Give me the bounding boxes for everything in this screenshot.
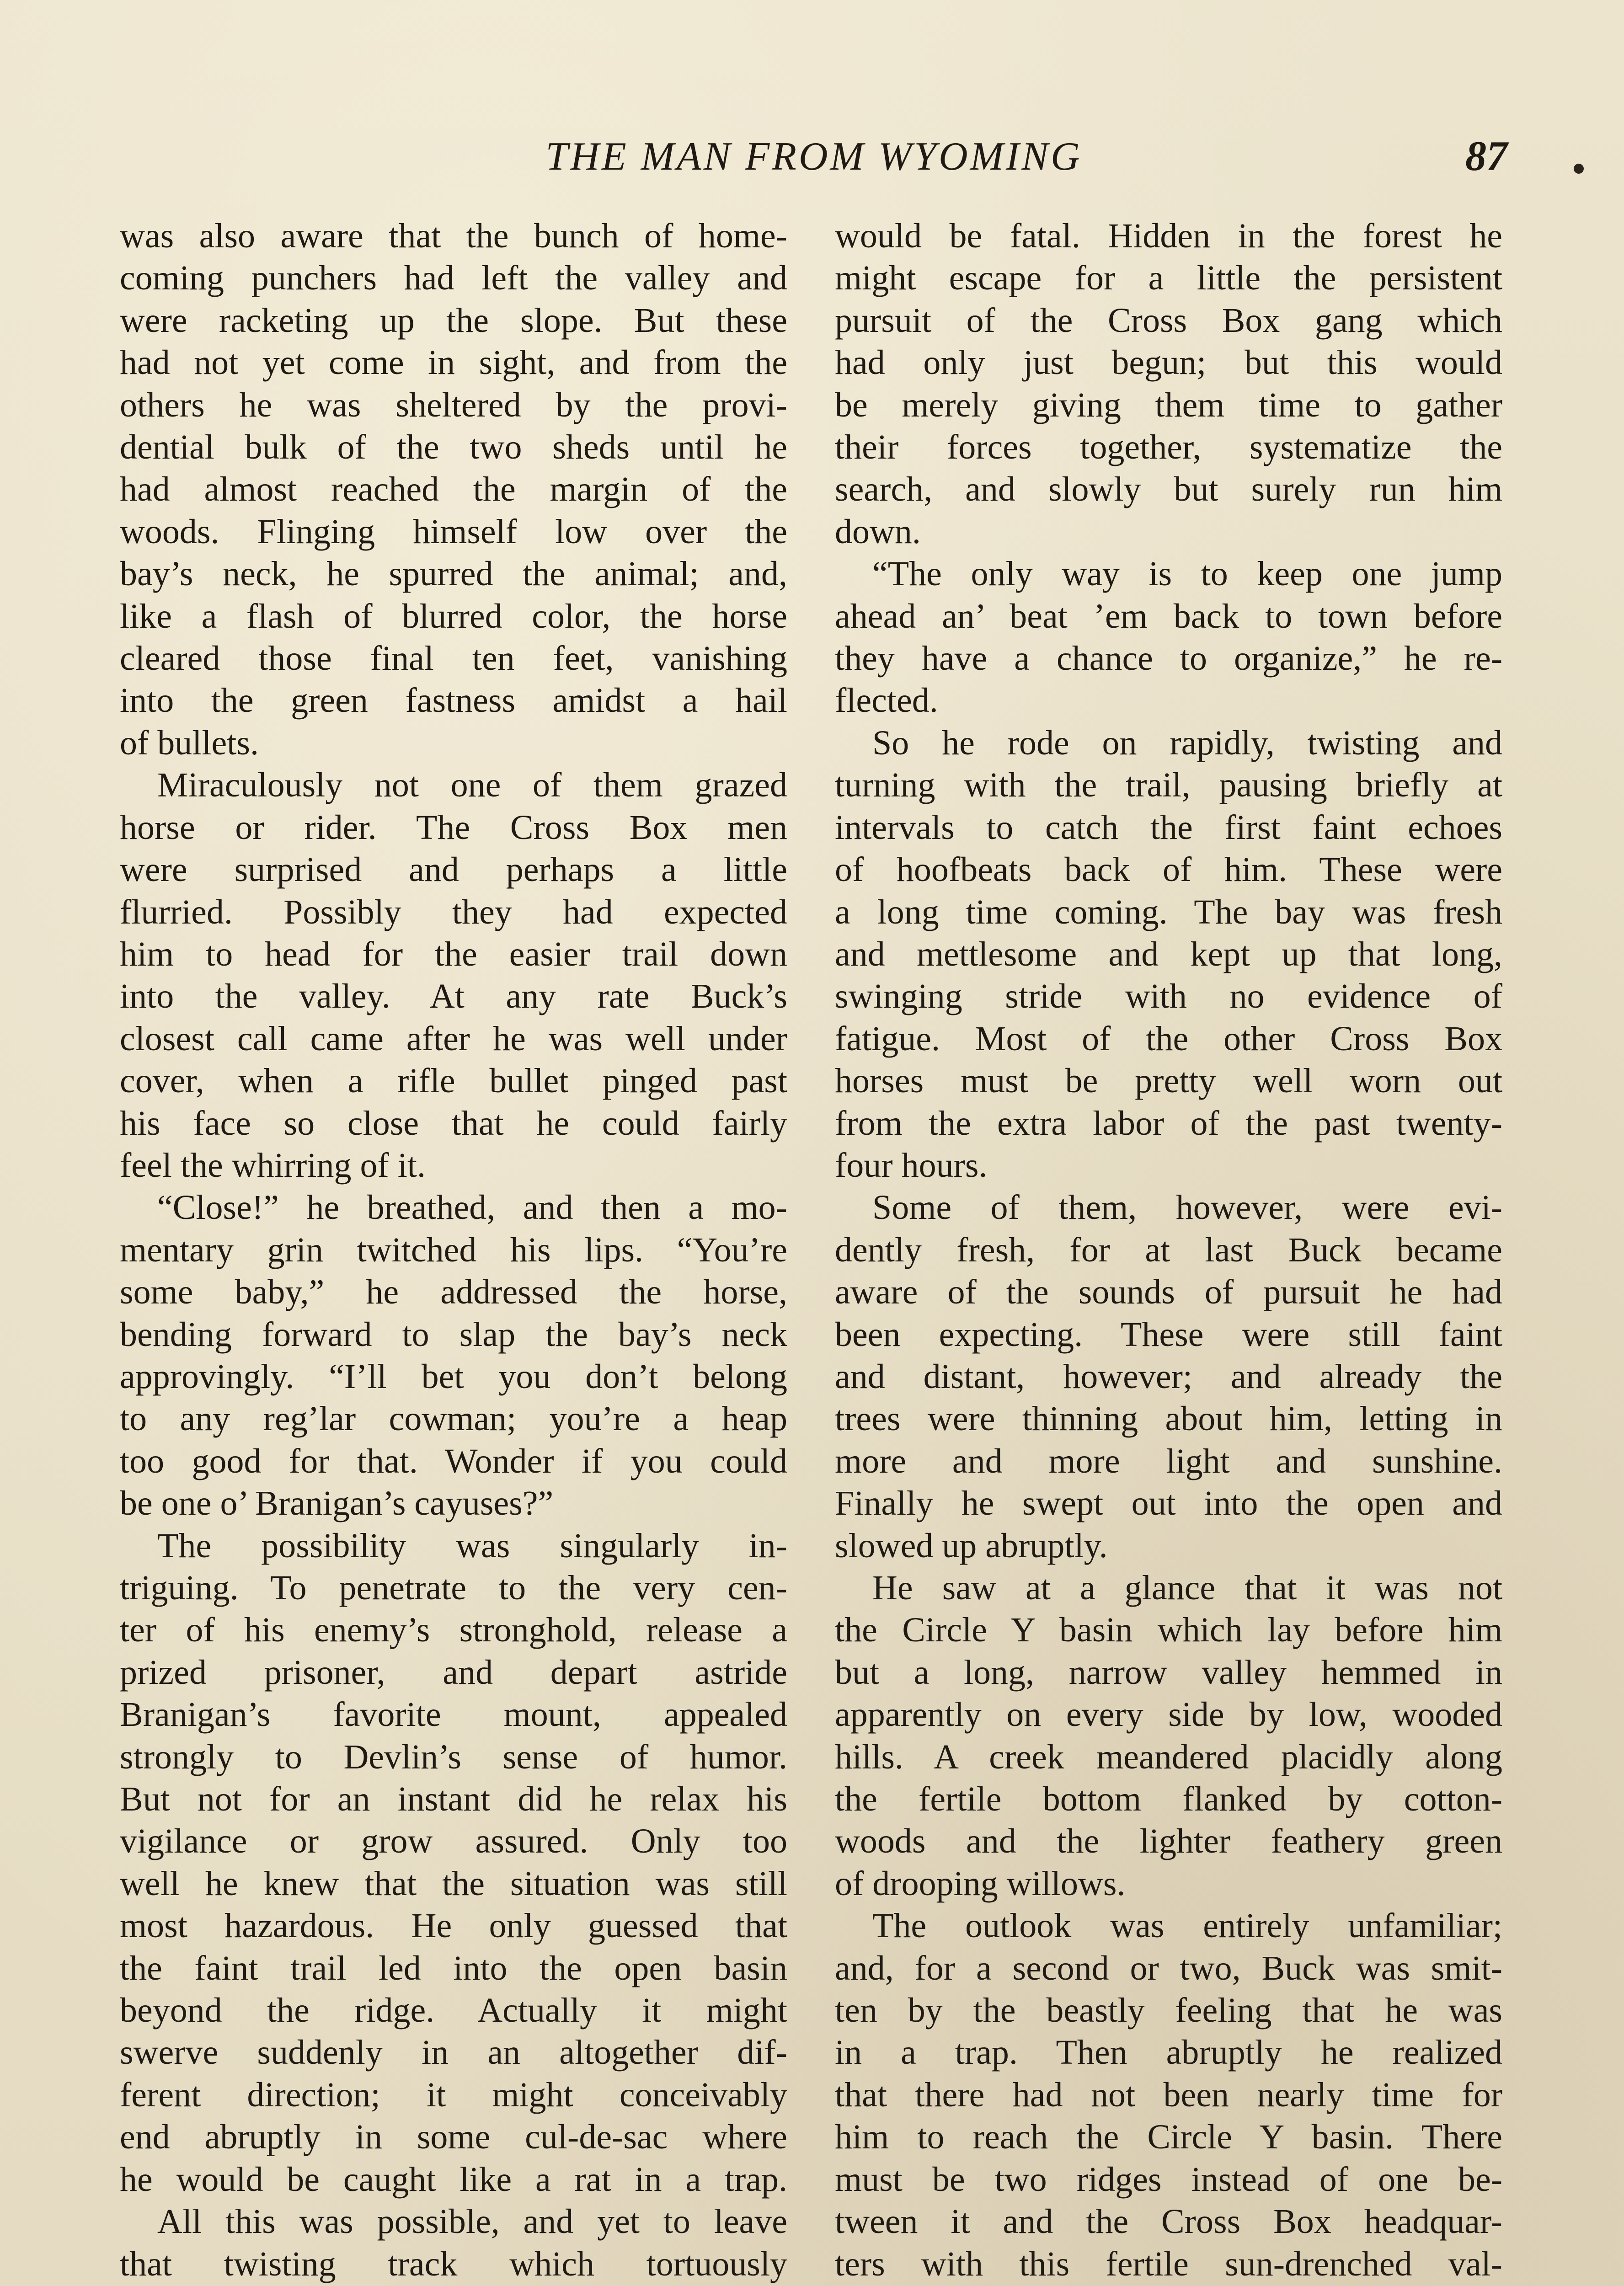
text-line: tween it and the Cross Box headquar- bbox=[835, 2202, 1502, 2241]
text-line: to any reg’lar cowman; you’re a heap bbox=[120, 1399, 787, 1438]
text-line: him to reach the Circle Y basin. There bbox=[835, 2118, 1502, 2157]
text-line: approvingly. “I’ll bet you don’t belong bbox=[120, 1357, 787, 1396]
text-line: the fertile bottom flanked by cotton- bbox=[835, 1780, 1502, 1819]
text-line: most hazardous. He only guessed that bbox=[120, 1907, 787, 1945]
text-line: hills. A creek meandered placidly along bbox=[835, 1737, 1502, 1776]
text-line: vigilance or grow assured. Only too bbox=[120, 1822, 787, 1861]
text-line: his face so close that he could fairly bbox=[120, 1104, 787, 1143]
text-line: swinging stride with no evidence of bbox=[835, 977, 1502, 1016]
text-line: like a flash of blurred color, the horse bbox=[120, 597, 787, 636]
text-line: Branigan’s favorite mount, appealed bbox=[120, 1695, 787, 1734]
text-line: must be two ridges instead of one be- bbox=[835, 2160, 1502, 2199]
text-line: bending forward to slap the bay’s neck bbox=[120, 1315, 787, 1354]
text-line: others he was sheltered by the provi- bbox=[120, 385, 787, 424]
text-line: closest call came after he was well under bbox=[120, 1019, 787, 1058]
text-line: from the extra labor of the past twenty- bbox=[835, 1104, 1502, 1143]
text-line: would be fatal. Hidden in the forest he bbox=[835, 217, 1502, 255]
text-line: horses must be pretty well worn out bbox=[835, 1062, 1502, 1100]
text-line: the Circle Y basin which lay before him bbox=[835, 1611, 1502, 1650]
text-line: into the valley. At any rate Buck’s bbox=[120, 977, 787, 1016]
text-line: cover, when a rifle bullet pinged past bbox=[120, 1062, 787, 1100]
text-line: their forces together, systematize the bbox=[835, 428, 1502, 467]
text-line: “The only way is to keep one jump bbox=[872, 555, 1502, 593]
text-line: prized prisoner, and depart astride bbox=[120, 1653, 787, 1692]
text-line: well he knew that the situation was still bbox=[120, 1864, 787, 1903]
text-line: But not for an instant did he relax his bbox=[120, 1780, 787, 1819]
text-line: “Close!” he breathed, and then a mo- bbox=[157, 1188, 787, 1227]
text-line: All this was possible, and yet to leave bbox=[157, 2202, 787, 2241]
text-line: intervals to catch the first faint echoes bbox=[835, 808, 1502, 847]
text-line: turning with the trail, pausing briefly at bbox=[835, 766, 1502, 805]
text-line: they have a chance to organize,” he re- bbox=[835, 639, 1502, 678]
text-line: search, and slowly but surely run him bbox=[835, 470, 1502, 509]
text-line: woods. Flinging himself low over the bbox=[120, 512, 787, 551]
text-line: in a trap. Then abruptly he realized bbox=[835, 2033, 1502, 2072]
text-line: that there had not been nearly time for bbox=[835, 2075, 1502, 2114]
text-line: beyond the ridge. Actually it might bbox=[120, 1991, 787, 2030]
text-line: woods and the lighter feathery green bbox=[835, 1822, 1502, 1861]
text-line: The possibility was singularly in- bbox=[157, 1526, 787, 1565]
left-text-column bbox=[120, 215, 787, 2286]
text-line: flurried. Possibly they had expected bbox=[120, 892, 787, 931]
text-line: strongly to Devlin’s sense of humor. bbox=[120, 1737, 787, 1776]
text-line: coming punchers had left the valley and bbox=[120, 259, 787, 298]
text-line: down. bbox=[835, 512, 921, 551]
text-line: slowed up abruptly. bbox=[835, 1526, 1108, 1565]
text-line: a long time coming. The bay was fresh bbox=[835, 892, 1502, 931]
text-line: triguing. To penetrate to the very cen- bbox=[120, 1569, 787, 1607]
page-number: 87 bbox=[1465, 133, 1507, 179]
text-line: more and more light and sunshine. bbox=[835, 1442, 1502, 1480]
ink-dot bbox=[1574, 164, 1584, 174]
text-line: him to head for the easier trail down bbox=[120, 935, 787, 973]
text-line: feel the whirring of it. bbox=[120, 1146, 426, 1185]
text-line: the faint trail led into the open basin bbox=[120, 1949, 787, 1987]
text-line: bay’s neck, he spurred the animal; and, bbox=[120, 555, 787, 593]
text-line: pursuit of the Cross Box gang which bbox=[835, 301, 1502, 340]
text-line: had almost reached the margin of the bbox=[120, 470, 787, 509]
text-line: dently fresh, for at last Buck became bbox=[835, 1230, 1502, 1269]
text-line: ferent direction; it might conceivably bbox=[120, 2075, 787, 2114]
text-line: had not yet come in sight, and from the bbox=[120, 343, 787, 382]
text-line: apparently on every side by low, wooded bbox=[835, 1695, 1502, 1734]
text-line: but a long, narrow valley hemmed in bbox=[835, 1653, 1502, 1692]
text-line: of bullets. bbox=[120, 723, 259, 762]
text-line: and distant, however; and already the bbox=[835, 1357, 1502, 1396]
text-line: might escape for a little the persistent bbox=[835, 259, 1502, 298]
running-title: THE MAN FROM WYOMING bbox=[545, 134, 1082, 179]
text-line: aware of the sounds of pursuit he had bbox=[835, 1273, 1502, 1312]
text-line: that twisting track which tortuously bbox=[120, 2244, 787, 2283]
text-line: ter of his enemy’s stronghold, release a bbox=[120, 1611, 787, 1650]
text-line: end abruptly in some cul-de-sac where bbox=[120, 2118, 787, 2157]
text-line: and mettlesome and kept up that long, bbox=[835, 935, 1502, 973]
text-line: had only just begun; but this would bbox=[835, 343, 1502, 382]
text-line: some baby,” he addressed the horse, bbox=[120, 1273, 787, 1312]
text-line: Miraculously not one of them grazed bbox=[157, 766, 787, 805]
text-line: too good for that. Wonder if you could bbox=[120, 1442, 787, 1480]
text-line: The outlook was entirely unfamiliar; bbox=[872, 1907, 1502, 1945]
text-line: and, for a second or two, Buck was smit- bbox=[835, 1949, 1502, 1987]
text-line: be one o’ Branigan’s cayuses?” bbox=[120, 1484, 554, 1523]
text-line: four hours. bbox=[835, 1146, 988, 1185]
text-line: been expecting. These were still faint bbox=[835, 1315, 1502, 1354]
text-line: were surprised and perhaps a little bbox=[120, 850, 787, 889]
text-line: ten by the beastly feeling that he was bbox=[835, 1991, 1502, 2030]
right-text-column bbox=[835, 215, 1502, 2286]
text-line: So he rode on rapidly, twisting and bbox=[872, 723, 1502, 762]
text-line: of hoofbeats back of him. These were bbox=[835, 850, 1502, 889]
text-line: into the green fastness amidst a hail bbox=[120, 681, 787, 720]
text-line: of drooping willows. bbox=[835, 1864, 1126, 1903]
text-line: Some of them, however, were evi- bbox=[872, 1188, 1502, 1227]
text-line: He saw at a glance that it was not bbox=[872, 1569, 1502, 1607]
text-line: flected. bbox=[835, 681, 938, 720]
text-line: Finally he swept out into the open and bbox=[835, 1484, 1502, 1523]
text-line: were racketing up the slope. But these bbox=[120, 301, 787, 340]
text-line: ahead an’ beat ’em back to town before bbox=[835, 597, 1502, 636]
text-line: trees were thinning about him, letting in bbox=[835, 1399, 1502, 1438]
text-line: dential bulk of the two sheds until he bbox=[120, 428, 787, 467]
text-line: fatigue. Most of the other Cross Box bbox=[835, 1019, 1502, 1058]
text-line: be merely giving them time to gather bbox=[835, 385, 1502, 424]
text-line: was also aware that the bunch of home- bbox=[120, 217, 787, 255]
text-line: he would be caught like a rat in a trap. bbox=[120, 2160, 787, 2199]
text-line: horse or rider. The Cross Box men bbox=[120, 808, 787, 847]
text-line: mentary grin twitched his lips. “You’re bbox=[120, 1230, 787, 1269]
text-line: cleared those final ten feet, vanishing bbox=[120, 639, 787, 678]
text-line: ters with this fertile sun-drenched val- bbox=[835, 2244, 1502, 2283]
text-line: swerve suddenly in an altogether dif- bbox=[120, 2033, 787, 2072]
